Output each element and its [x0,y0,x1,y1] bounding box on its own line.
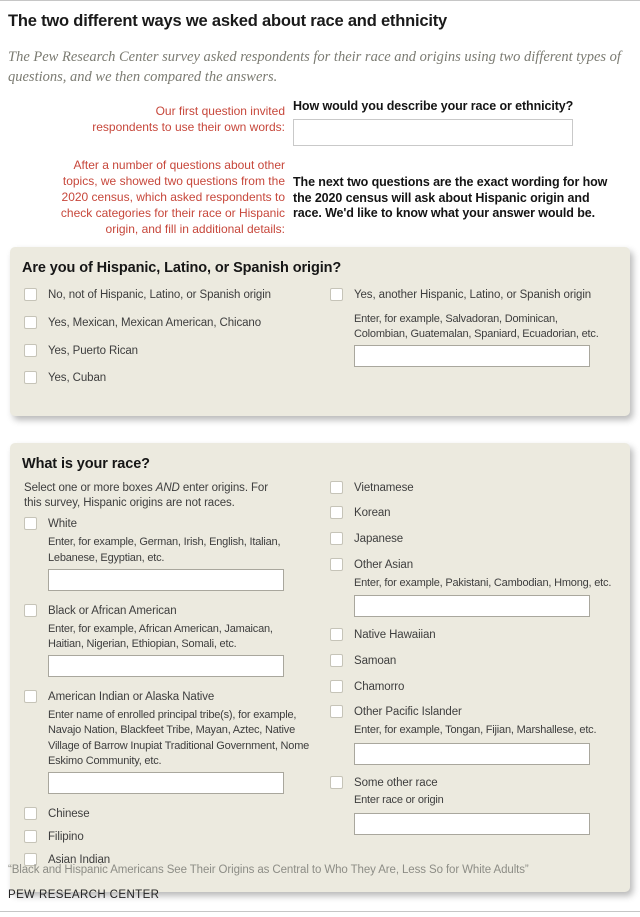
option-native-hawaiian [330,628,618,643]
option-label: Some other race [354,776,438,789]
own-words-question-row [0,99,632,147]
annotation-line: Our first question invited [155,103,285,118]
pew-research-center-brand: PEW RESEARCH CENTER [8,889,160,901]
own-words-input[interactable] [293,119,573,146]
black-origin-input[interactable] [48,655,284,677]
option-cuban [22,371,330,386]
race-option-group-other-asian [330,558,618,617]
checkbox-samoan[interactable] [330,654,343,667]
instructions-text: enter origins. For this survey, Hispanic origins are not races. [24,481,268,509]
other-asian-origin-input[interactable] [354,595,590,617]
instructions-text: Select one or more boxes [24,481,156,494]
checkbox-cuban[interactable] [24,371,37,384]
option-white [22,517,330,532]
top-rule [0,0,640,1]
option-label: Native Hawaiian [354,629,436,642]
option-label: Other Pacific Islander [354,706,462,719]
checkbox-chinese[interactable] [24,807,37,820]
option-chamorro [330,680,618,695]
american-indian-tribe-input[interactable] [48,772,284,794]
race-option-group-some-other-race [330,776,618,835]
hispanic-right-column [330,288,618,367]
annotation-line: topics, we showed two questions from the [62,174,285,189]
race-option-group-black [22,604,330,677]
white-origin-input[interactable] [48,569,284,591]
checkbox-filipino[interactable] [24,830,37,843]
option-korean [330,506,618,521]
option-label: American Indian or Alaska Native [48,691,215,704]
hispanic-left-column [22,288,330,399]
checkbox-puerto-rican[interactable] [24,344,37,357]
instructions-and: AND [155,481,180,494]
own-words-question: How would you describe your race or ethnicity? [293,98,574,113]
checkbox-native-hawaiian[interactable] [330,628,343,641]
helper-white: Enter, for example, German, Irish, English, Italian, Lebanese, Egyptian, etc. [48,536,281,564]
option-label: Chamorro [354,680,405,693]
race-question-title: What is your race? [22,456,150,473]
checkbox-korean[interactable] [330,506,343,519]
checkbox-chamorro[interactable] [330,680,343,693]
helper-other-asian: Enter, for example, Pakistani, Cambodian, Hmong, etc. [354,576,612,589]
checkbox-american-indian[interactable] [24,690,37,703]
page-subtitle: The Pew Research Center survey asked respondents for their race and origins using two different types of questions, and we then compared the answers. [8,48,621,86]
annotation-line: check categories for their race or Hispanic [60,205,285,220]
annotation-line: respondents to use their own words: [92,119,285,134]
helper-other-hispanic: Enter, for example, Salvadoran, Dominican, Colombian, Guatemalan, Spaniard, Ecuadorian, etc. [354,312,599,341]
census-note-cell [285,158,632,237]
race-question-box [10,443,630,892]
option-label: White [48,518,77,531]
option-filipino [22,830,330,845]
checkbox-not-hispanic[interactable] [24,288,37,301]
option-american-indian [22,690,330,705]
option-label: Yes, another Hispanic, Latino, or Spanish origin [354,288,592,301]
census-note [293,175,631,222]
option-japanese [330,532,618,547]
option-label: Korean [354,507,391,520]
option-not-hispanic [22,288,330,303]
race-question-columns [22,481,618,876]
race-option-group-other-pacific-islander [330,705,618,764]
annotation-own-words [0,99,285,147]
census-note-line: The next two questions are the exact wording for how [293,175,608,190]
option-label: Japanese [354,533,404,546]
option-label: Asian Indian [48,853,111,866]
option-label: Vietnamese [354,481,414,494]
option-vietnamese [330,481,618,496]
other-hispanic-origin-input[interactable] [354,345,590,367]
race-question-instructions [24,481,280,511]
checkbox-other-hispanic[interactable] [330,288,343,301]
helper-black: Enter, for example, African American, Jamaican, Haitian, Nigerian, Ethiopian, Somali, etc. [48,622,273,650]
hispanic-origin-question-box [10,247,630,417]
checkbox-other-pacific-islander[interactable] [330,705,343,718]
option-other-hispanic [330,288,618,303]
race-option-group-american-indian [22,690,330,794]
checkbox-other-asian[interactable] [330,558,343,571]
helper-some-other-race: Enter race or origin [354,794,444,807]
other-pacific-islander-origin-input[interactable] [354,743,590,765]
census-questions-row [0,158,632,237]
checkbox-mexican[interactable] [24,316,37,329]
option-puerto-rican [22,344,330,359]
option-chinese [22,807,330,822]
annotation-census-questions [0,158,285,237]
checkbox-some-other-race[interactable] [330,776,343,789]
some-other-race-input[interactable] [354,813,590,835]
option-label: Other Asian [354,558,413,571]
race-left-column [22,481,330,876]
annotation-line: 2020 census, which asked respondents to [61,190,285,205]
checkbox-white[interactable] [24,517,37,530]
annotation-line: origin, and fill in additional details: [105,221,285,236]
option-other-pacific-islander [330,705,618,720]
option-label: Yes, Cuban [48,372,107,385]
option-label: Chinese [48,808,90,821]
report-title-quote: “Black and Hispanic Americans See Their Origins as Central to Who They Are, Less So for White Adults” [8,864,529,876]
option-label: Samoan [354,654,397,667]
page-title: The two different ways we asked about race and ethnicity [8,12,447,30]
helper-other-pacific-islander: Enter, for example, Tongan, Fijian, Marshallese, etc. [354,724,597,737]
option-other-asian [330,558,618,573]
own-words-question-cell [285,99,632,147]
option-label: No, not of Hispanic, Latino, or Spanish origin [48,288,271,301]
option-some-other-race [330,776,618,791]
checkbox-black[interactable] [24,604,37,617]
race-simple-options-left [22,807,330,867]
census-note-line: the 2020 census will ask about Hispanic origin and [293,190,590,205]
race-option-group-white [22,517,330,590]
option-black [22,604,330,619]
option-label: Black or African American [48,604,177,617]
hispanic-question-title: Are you of Hispanic, Latino, or Spanish origin? [22,259,342,276]
census-note-line: race. We'd like to know what your answer would be. [293,206,595,221]
bottom-rule [0,911,640,912]
option-mexican [22,316,330,331]
checkbox-vietnamese[interactable] [330,481,343,494]
race-right-column [330,481,618,846]
option-samoan [330,654,618,669]
annotation-line: After a number of questions about other [73,158,285,173]
option-label: Yes, Puerto Rican [48,344,138,357]
option-label: Yes, Mexican, Mexican American, Chicano [48,316,262,329]
checkbox-japanese[interactable] [330,532,343,545]
option-label: Filipino [48,830,84,843]
hispanic-question-columns [22,288,618,399]
helper-american-indian: Enter name of enrolled principal tribe(s), for example, Navajo Nation, Blackfeet Tribe, Mayan, Aztec, Native Village of Barrow Inupiat Traditional Government, Nome Eskimo Community, etc. [48,708,310,767]
